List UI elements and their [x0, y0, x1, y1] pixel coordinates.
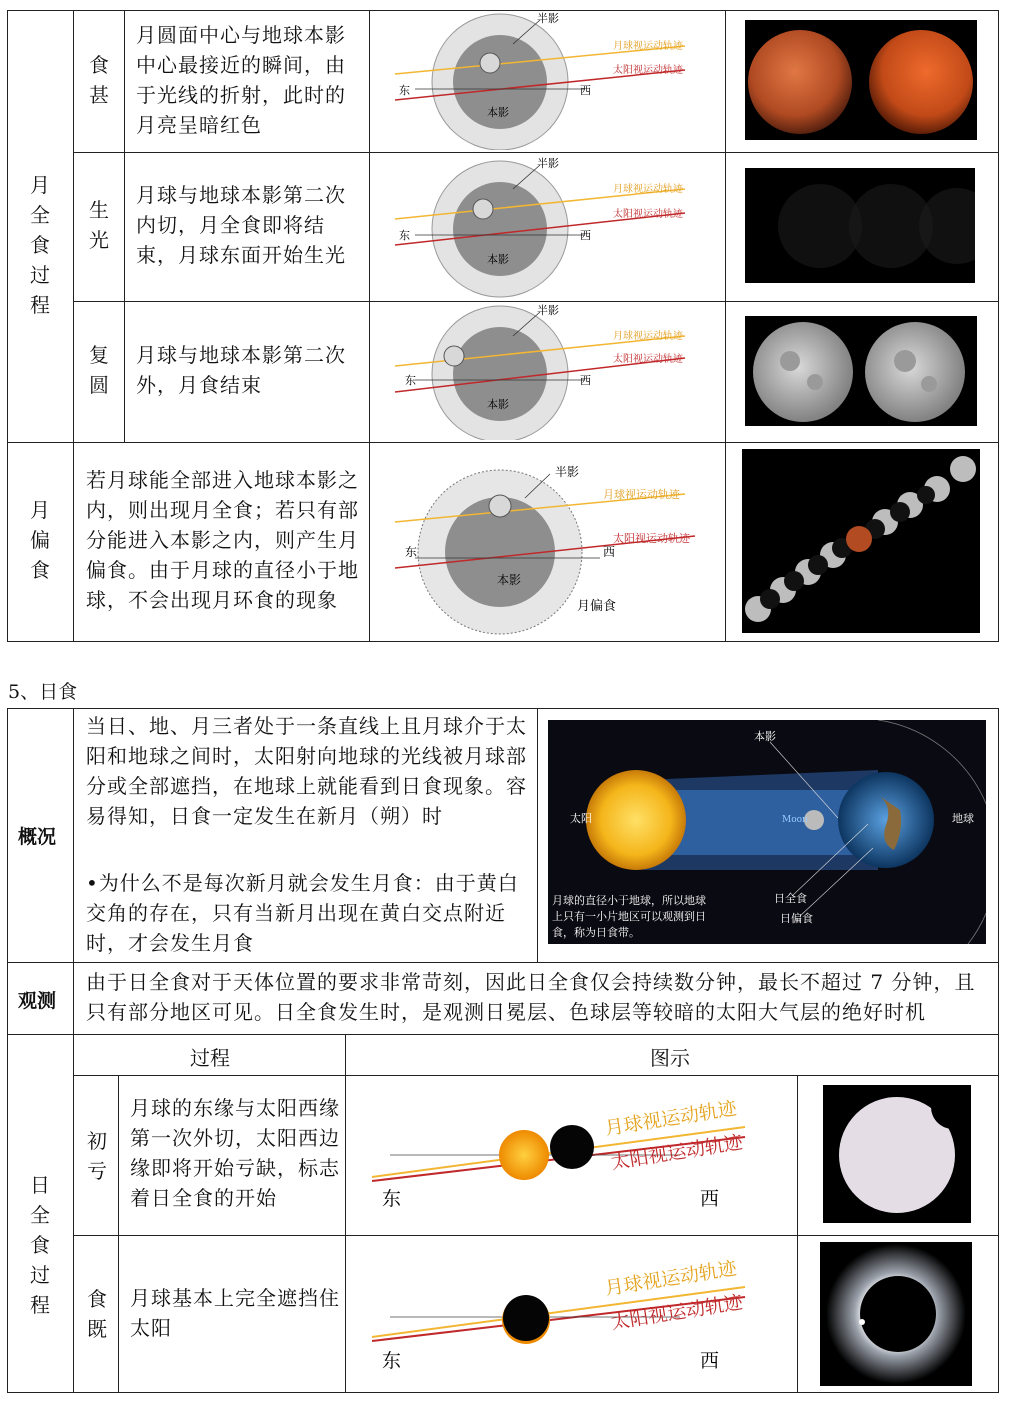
figure-column-header: 图示 — [650, 1046, 690, 1070]
first-contact-diagram — [360, 1085, 790, 1230]
sun-path-label: 太阳视运动轨迹 — [613, 354, 683, 365]
east-label: 东 — [399, 84, 410, 97]
east-label: 东 — [405, 374, 416, 387]
moon-path-label: 月球视运动轨迹 — [613, 331, 683, 342]
stage-label: 食既 — [87, 1287, 107, 1341]
umbra-label: 本影 — [754, 730, 776, 743]
solar-figure-caption: 月球的直径小于地球，所以地球上只有一小片地区可以观测到日食，称为日食带。 — [552, 894, 706, 939]
partial-eclipse-sequence-photo — [742, 449, 980, 633]
earth-label: 地球 — [952, 812, 974, 825]
observe-label: 观测 — [18, 990, 57, 1012]
sun-path-label: 太阳视运动轨迹 — [609, 1291, 745, 1334]
sun-path-label: 太阳视运动轨迹 — [613, 532, 690, 545]
observe-text: 由于日全食对于天体位置的要求非常苛刻，因此日全食仅会持续数分钟，最长不超过 7 分钟，且只有部分地区可见。日全食发生时，是观测日冕层、色球层等较暗的太阳大气层的绝好时机 — [86, 970, 976, 1024]
stage-label: 复圆 — [89, 343, 109, 397]
west-label: 西 — [700, 1350, 720, 1372]
stage-label: 初亏 — [87, 1129, 107, 1183]
overview-text: 当日、地、月三者处于一条直线上且月球介于太阳和地球之间时，太阳射向地球的光线被月球部分或全部遮挡，在地球上就能看到日食现象。容易得知，日食一定发生在新月（朔）时 — [86, 714, 527, 828]
stage-label: 食甚 — [89, 53, 109, 107]
stage-description: 月球与地球本影第二次内切，月全食即将结束，月球东面开始生光 — [136, 183, 346, 267]
east-label: 东 — [382, 1350, 402, 1372]
partial-eclipse-label: 日偏食 — [780, 912, 813, 925]
umbra-diagram-totality — [385, 12, 720, 150]
stage-description: 月球的东缘与太阳西缘第一次外切，太阳西边缘即将开始亏缺，标志着日全食的开始 — [130, 1096, 340, 1210]
east-label: 东 — [399, 229, 410, 242]
solar-process-label: 日全食过程 — [30, 1173, 50, 1317]
east-label: 东 — [382, 1188, 402, 1210]
moon-path-label: 月球视运动轨迹 — [613, 184, 683, 195]
third-contact-moon-photo — [745, 168, 975, 283]
stage-description: 月球与地球本影第二次外，月食结束 — [136, 343, 346, 397]
penumbra-label: 半影 — [537, 304, 559, 317]
west-label: 西 — [580, 229, 591, 242]
moon-path-label: 月球视运动轨迹 — [603, 1257, 739, 1300]
penumbra-label: 半影 — [537, 157, 559, 170]
west-label: 西 — [580, 84, 591, 97]
moon-path-label: 月球视运动轨迹 — [613, 41, 683, 52]
umbra-label: 本影 — [487, 398, 509, 411]
first-contact-sun-photo — [823, 1085, 971, 1223]
penumbra-label: 半影 — [555, 465, 580, 479]
umbra-diagram-third-contact — [385, 157, 720, 299]
blood-moon-photo — [745, 20, 977, 140]
west-label: 西 — [580, 374, 591, 387]
moon-path-label: 月球视运动轨迹 — [603, 488, 680, 501]
umbra-label: 本影 — [487, 106, 509, 119]
umbra-label: 本影 — [497, 573, 522, 587]
total-eclipse-label: 日全食 — [774, 892, 807, 905]
section-heading: 5、日食 — [8, 681, 78, 703]
west-label: 西 — [700, 1188, 720, 1210]
stage-description: 月球基本上完全遮挡住太阳 — [130, 1286, 340, 1340]
sun-path-label: 太阳视运动轨迹 — [613, 65, 683, 76]
moon-path-label: 月球视运动轨迹 — [603, 1097, 739, 1140]
umbra-label: 本影 — [487, 253, 509, 266]
umbra-diagram-partial — [385, 452, 720, 638]
penumbra-label: 半影 — [537, 12, 559, 25]
process-column-header: 过程 — [190, 1046, 230, 1070]
overview-label: 概况 — [18, 826, 57, 848]
moon-label: Moon — [782, 815, 808, 825]
totality-corona-photo — [820, 1242, 972, 1386]
stage-description: 月圆面中心与地球本影中心最接近的瞬间，由于光线的折射，此时的月亮呈暗红色 — [136, 23, 346, 137]
sun-path-label: 太阳视运动轨迹 — [613, 209, 683, 220]
west-label: 西 — [603, 545, 616, 559]
stage-label: 生光 — [89, 198, 109, 252]
overview-question: •为什么不是每次新月就会发生月食：由于黄白交角的存在，只有当新月出现在黄白交点附近时，才会发生月食 — [86, 871, 519, 955]
east-label: 东 — [405, 545, 418, 559]
lunar-group-label: 月全食过程 — [30, 173, 50, 317]
second-contact-diagram — [360, 1245, 790, 1385]
full-moon-photo — [745, 316, 977, 426]
umbra-diagram-last-contact — [385, 304, 720, 440]
partial-eclipse-label: 月偏食 — [30, 498, 50, 582]
partial-eclipse-description: 若月球能全部进入地球本影之内，则出现月全食；若只有部分能进入本影之内，则产生月偏食。由于月球的直径小于地球，不会出现月环食的现象 — [86, 468, 359, 612]
sun-path-label: 太阳视运动轨迹 — [609, 1131, 745, 1174]
partial-caption: 月偏食 — [577, 599, 617, 614]
sun-label: 太阳 — [570, 812, 592, 825]
